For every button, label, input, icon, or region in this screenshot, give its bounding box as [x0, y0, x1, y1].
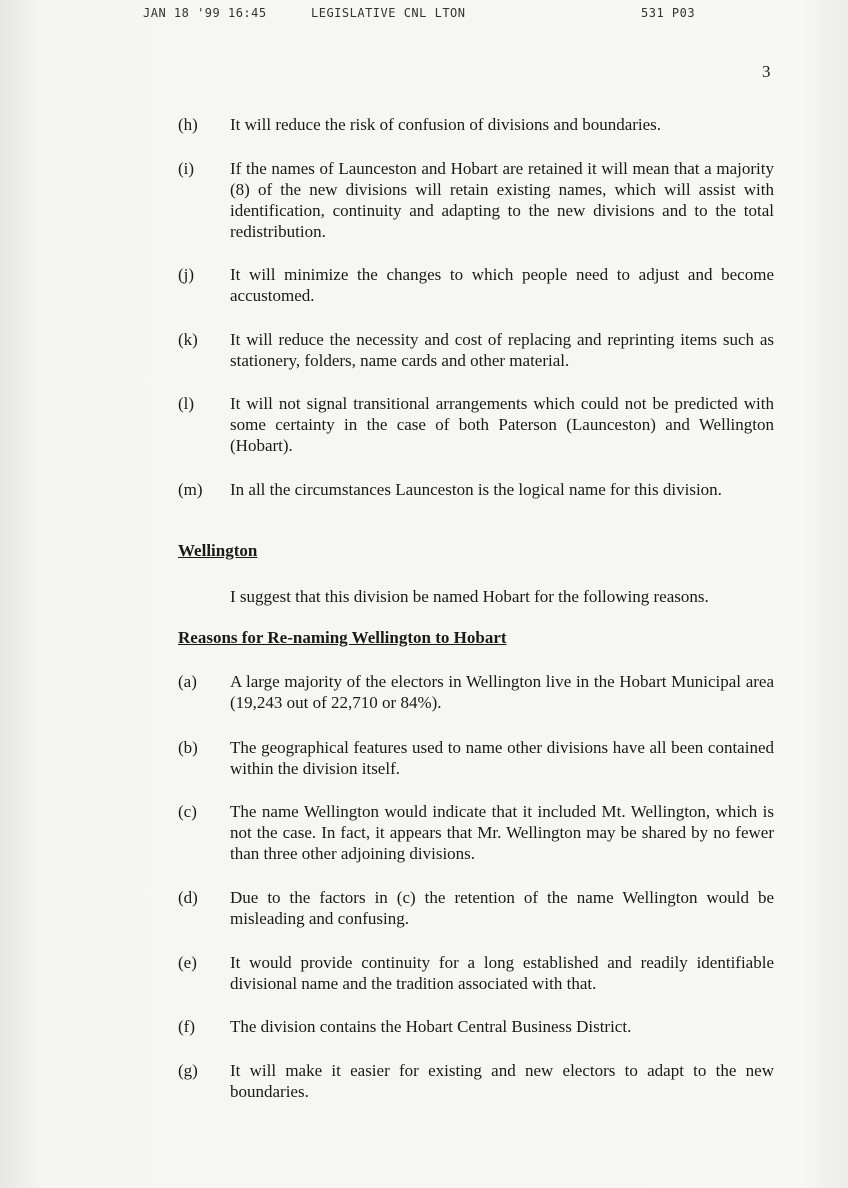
item-label: (k) [178, 330, 198, 349]
item-label: (c) [178, 802, 197, 821]
fax-page-id: 531 P03 [641, 6, 696, 20]
fax-header [0, 4, 848, 24]
item-text: In all the circumstances Launceston is the logical name for this division. [230, 480, 722, 499]
item-label: (i) [178, 159, 195, 178]
item-text: The division contains the Hobart Central Business District. [230, 1017, 632, 1036]
item-label: (h) [178, 115, 198, 134]
item-label: (j) [178, 265, 195, 284]
fax-date: JAN 18 '99 16:45 [143, 6, 267, 20]
item-text: It would provide continuity for a long established and readily identifiable divisional name and the tradition associated with that. [230, 953, 774, 993]
section-heading-wellington: Wellington [178, 541, 258, 560]
item-text: If the names of Launceston and Hobart are retained it will mean that a majority (8) of the new divisions will retain existing names, which will assist with identification, continuity and adapting to the new divisions and to the total redistribution. [230, 159, 774, 241]
item-label: (f) [178, 1017, 195, 1036]
item-label: (e) [178, 953, 197, 972]
item-text: It will minimize the changes to which people need to adjust and become accustomed. [230, 265, 774, 305]
item-label: (l) [178, 394, 195, 413]
item-label: (a) [178, 672, 197, 691]
intro-paragraph: I suggest that this division be named Hobart for the following reasons. [230, 587, 709, 606]
item-text: The geographical features used to name other divisions have all been contained within the division itself. [230, 738, 774, 778]
item-text: It will not signal transitional arrangements which could not be predicted with some certainty in the case of both Paterson (Launceston) and Wellington (Hobart). [230, 394, 774, 455]
item-text: It will make it easier for existing and new electors to adapt to the new boundaries. [230, 1061, 774, 1101]
item-label: (b) [178, 738, 198, 757]
page-number: 3 [762, 62, 771, 81]
fax-sender: LEGISLATIVE CNL LTON [311, 6, 466, 20]
item-text: The name Wellington would indicate that it included Mt. Wellington, which is not the case. In fact, it appears that Mr. Wellington may be shared by no fewer than three other adjoining divisions. [230, 802, 774, 863]
item-text: Due to the factors in (c) the retention of the name Wellington would be misleading and confusing. [230, 888, 774, 928]
item-label: (m) [178, 480, 203, 499]
item-label: (d) [178, 888, 198, 907]
section-heading-reasons: Reasons for Re-naming Wellington to Hobart [178, 628, 507, 647]
item-text: It will reduce the risk of confusion of divisions and boundaries. [230, 115, 662, 134]
item-text: It will reduce the necessity and cost of replacing and reprinting items such as stationery, folders, name cards and other material. [230, 330, 774, 370]
item-label: (g) [178, 1061, 198, 1080]
item-text: A large majority of the electors in Wellington live in the Hobart Municipal area (19,243 out of 22,710 or 84%). [230, 672, 774, 712]
